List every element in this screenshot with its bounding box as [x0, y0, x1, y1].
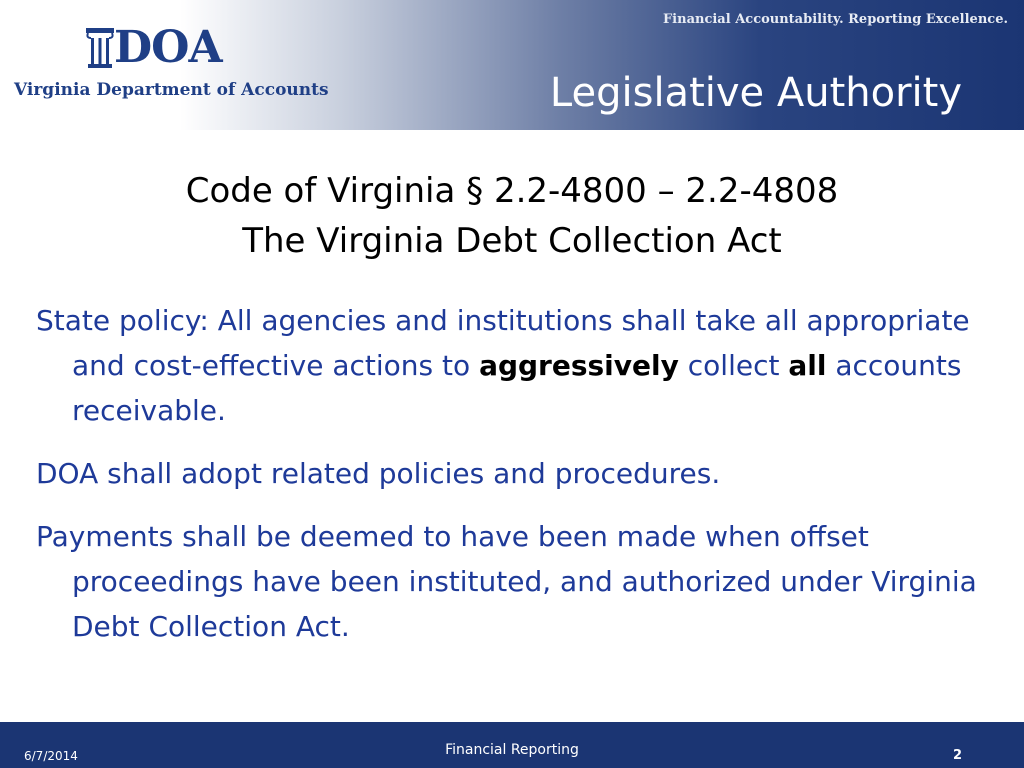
doa-logo: [14, 22, 329, 112]
slide-body: [36, 298, 986, 667]
logo-doa-text: DOA: [114, 22, 222, 73]
subtitle-line-2: The Virginia Debt Collection Act: [242, 221, 782, 261]
footer-title: Financial Reporting: [445, 742, 579, 758]
policy-text: State policy: All agencies and institutions shall take all appropriate and cost-effective actions to: [36, 304, 970, 382]
footer-date: 6/7/2014: [24, 749, 78, 763]
slide-subtitle: [0, 166, 1024, 266]
slide-title: Legislative Authority: [549, 70, 962, 116]
subtitle-line-1: Code of Virginia § 2.2-4800 – 2.2-4808: [185, 171, 839, 211]
slide-header: [0, 0, 1024, 130]
department-name: Virginia Department of Accounts: [14, 80, 329, 100]
policy-text-collect: collect: [678, 349, 789, 382]
emphasis-aggressively: aggressively: [479, 349, 679, 382]
emphasis-all: all: [788, 349, 827, 382]
slide-footer: [0, 722, 1024, 768]
tagline: Financial Accountability. Reporting Excellence.: [662, 12, 1008, 27]
page-number: 2: [952, 748, 962, 763]
policy-text-end: accounts receivable.: [72, 349, 962, 427]
paragraph-doa-policies: DOA shall adopt related policies and procedures.: [36, 457, 721, 490]
pillar-icon: [86, 28, 114, 68]
paragraph-payments: Payments shall be deemed to have been made when offset proceedings have been instituted, and authorized under Virginia Debt Collection Act.: [36, 520, 977, 643]
paragraph-state-policy: [36, 298, 986, 433]
